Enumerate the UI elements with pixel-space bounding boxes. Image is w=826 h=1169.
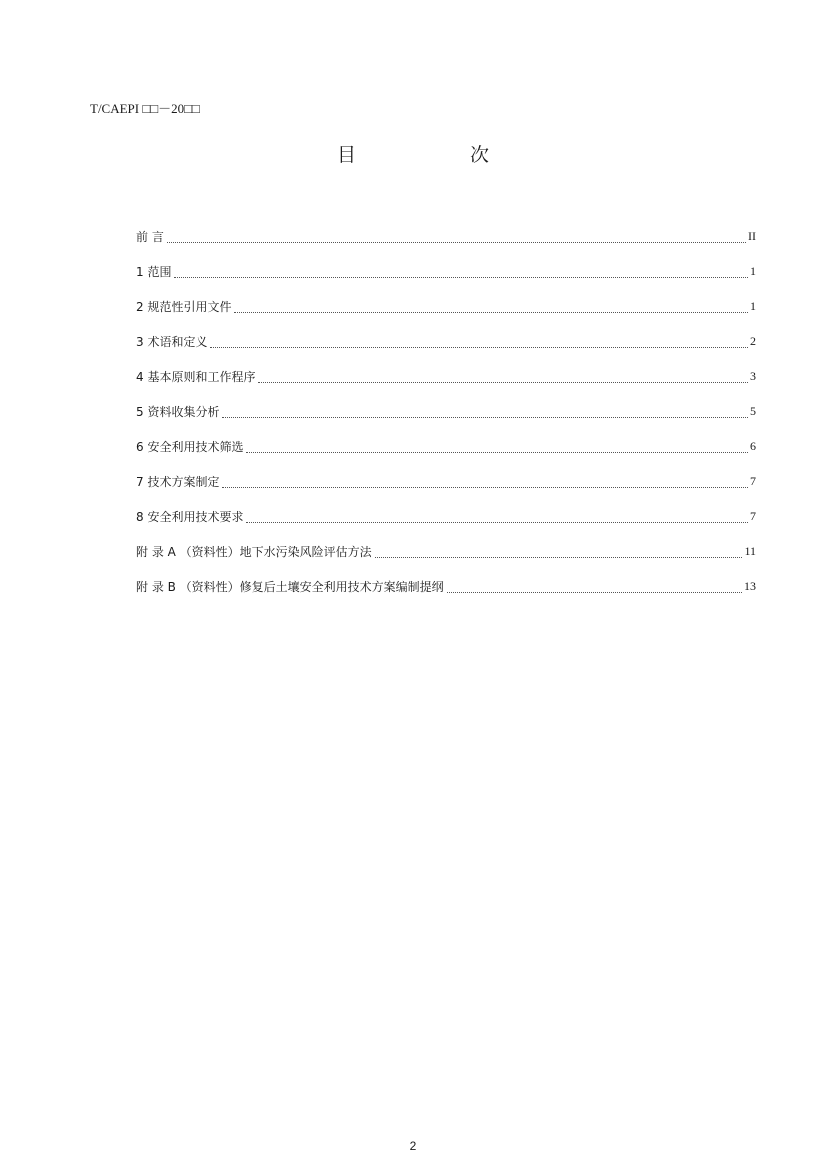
toc-entry-normative-references[interactable] bbox=[136, 289, 756, 324]
toc-entry-label: 6 安全利用技术筛选 bbox=[136, 440, 244, 454]
toc-entry-scope[interactable] bbox=[136, 254, 756, 289]
toc-leader-dots bbox=[174, 267, 748, 278]
toc-title: 目 次 bbox=[336, 144, 544, 166]
toc-entry-label: 附 录 B （资料性）修复后土壤安全利用技术方案编制提纲 bbox=[136, 580, 444, 594]
toc-leader-dots bbox=[222, 407, 748, 418]
toc-entry-label: 7 技术方案制定 bbox=[136, 475, 220, 489]
toc-entry-label: 5 资料收集分析 bbox=[136, 405, 220, 419]
toc-entry-label: 1 范围 bbox=[136, 265, 172, 279]
toc-entry-label: 3 术语和定义 bbox=[136, 335, 208, 349]
toc-entry-terms-definitions[interactable] bbox=[136, 324, 756, 359]
toc-entry-page: 7 bbox=[750, 509, 756, 523]
toc-leader-dots bbox=[246, 442, 748, 453]
toc-entry-appendix-b[interactable] bbox=[136, 569, 756, 604]
toc-entry-label: 附 录 A （资料性）地下水污染风险评估方法 bbox=[136, 545, 372, 559]
toc-entry-page: 1 bbox=[750, 264, 756, 278]
toc-entry-label: 2 规范性引用文件 bbox=[136, 300, 232, 314]
toc-entry-page: 6 bbox=[750, 439, 756, 453]
toc-entry-page: 13 bbox=[744, 579, 756, 593]
toc-entry-page: 2 bbox=[750, 334, 756, 348]
toc-entry-label: 8 安全利用技术要求 bbox=[136, 510, 244, 524]
toc-entry-page: 11 bbox=[744, 544, 756, 558]
toc-entry-plan-formulation[interactable] bbox=[136, 464, 756, 499]
toc-entry-principles-procedure[interactable] bbox=[136, 359, 756, 394]
toc-entry-label: 前 言 bbox=[136, 230, 164, 244]
toc-entry-technical-requirements[interactable] bbox=[136, 499, 756, 534]
toc-leader-dots bbox=[246, 512, 748, 523]
page-number: 2 bbox=[409, 1139, 417, 1153]
toc-entry-page: 7 bbox=[750, 474, 756, 488]
toc-entry-page: 1 bbox=[750, 299, 756, 313]
toc-entry-data-collection[interactable] bbox=[136, 394, 756, 429]
toc-leader-dots bbox=[375, 547, 743, 558]
toc-leader-dots bbox=[210, 337, 748, 348]
toc-entry-appendix-a[interactable] bbox=[136, 534, 756, 569]
toc-leader-dots bbox=[447, 582, 742, 593]
toc-entry-page: II bbox=[748, 229, 756, 243]
toc-leader-dots bbox=[222, 477, 748, 488]
table-of-contents bbox=[136, 219, 756, 604]
toc-entry-page: 3 bbox=[750, 369, 756, 383]
standard-code-header: T/CAEPI □□－20□□ bbox=[90, 101, 200, 116]
toc-leader-dots bbox=[167, 232, 746, 243]
toc-entry-technology-screening[interactable] bbox=[136, 429, 756, 464]
toc-entry-page: 5 bbox=[750, 404, 756, 418]
toc-leader-dots bbox=[258, 372, 748, 383]
toc-leader-dots bbox=[234, 302, 748, 313]
toc-entry-preface[interactable] bbox=[136, 219, 756, 254]
toc-entry-label: 4 基本原则和工作程序 bbox=[136, 370, 256, 384]
